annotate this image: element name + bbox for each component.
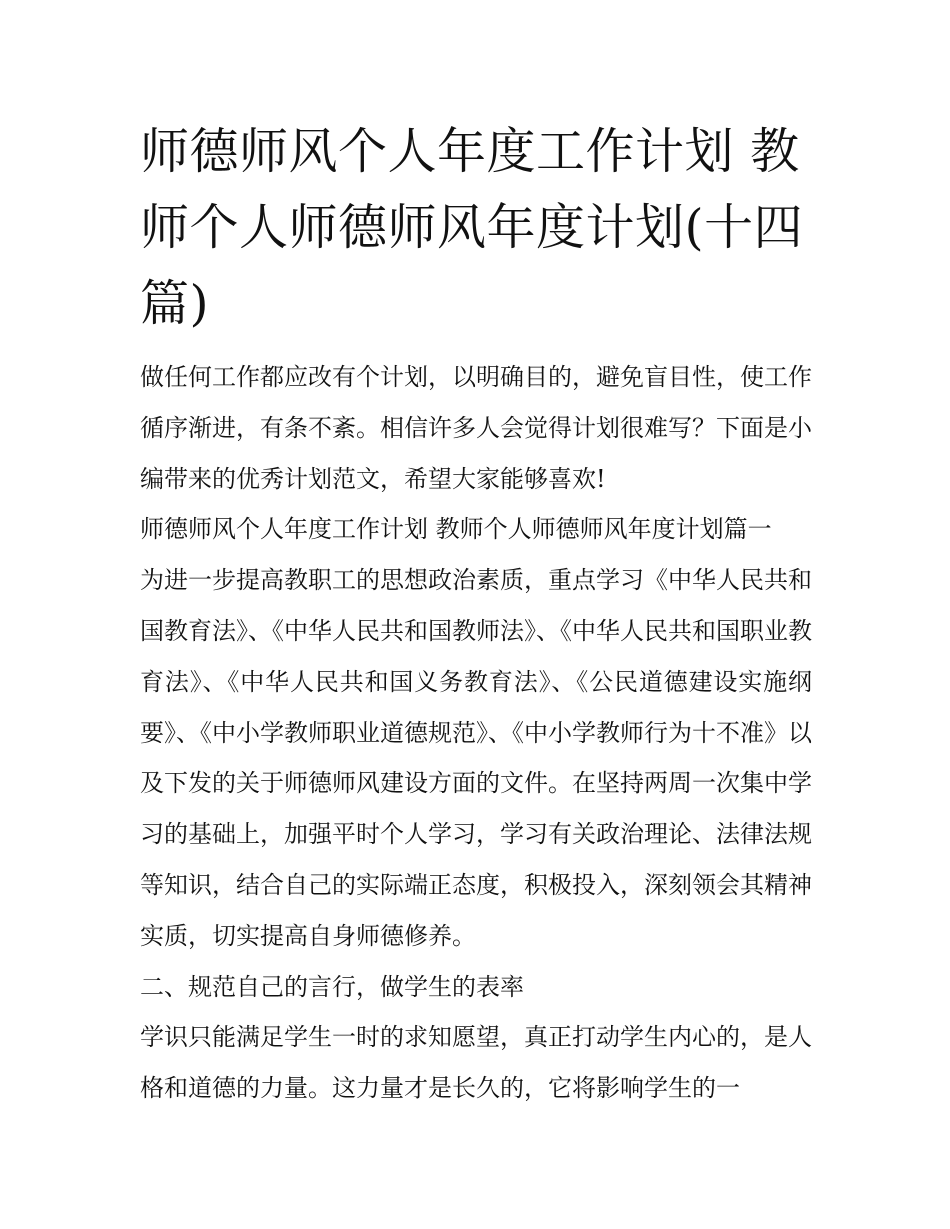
- document-title: 师德师风个人年度工作计划 教师个人师德师风年度计划(十四篇): [140, 123, 804, 332]
- intro-paragraph: 做任何工作都应改有个计划，以明确目的，避免盲目性，使工作循序渐进，有条不紊。相信许多人会觉得计划很难写？下面是小编带来的优秀计划范文，希望大家能够喜欢!: [140, 363, 812, 493]
- document-body: [140, 114, 812, 1114]
- subsection-heading: 二、规范自己的言行，做学生的表率: [140, 972, 524, 1001]
- section-heading: 师德师风个人年度工作计划 教师个人师德师风年度计划篇一: [140, 515, 772, 544]
- body-paragraph: 为进一步提高教职工的思想政治素质，重点学习《中华人民共和国教育法》、《中华人民共和国教师法》、《中华人民共和国职业教育法》、《中华人民共和国义务教育法》、《公民道德建设实施纲要》、《中小学教师职业道德规范》、《中小学教师行为十不准》以及下发的关于师德师风建设方面的文件。在坚持两周一次集中学习的基础上，加强平时个人学习，学习有关政治理论、法律法规等知识，结合自己的实际端正态度，积极投入，深刻领会其精神实质，切实提高自身师德修养。: [140, 566, 812, 950]
- body-paragraph: 学识只能满足学生一时的求知愿望，真正打动学生内心的，是人格和道德的力量。这力量才是长久的，它将影响学生的一: [140, 1023, 812, 1103]
